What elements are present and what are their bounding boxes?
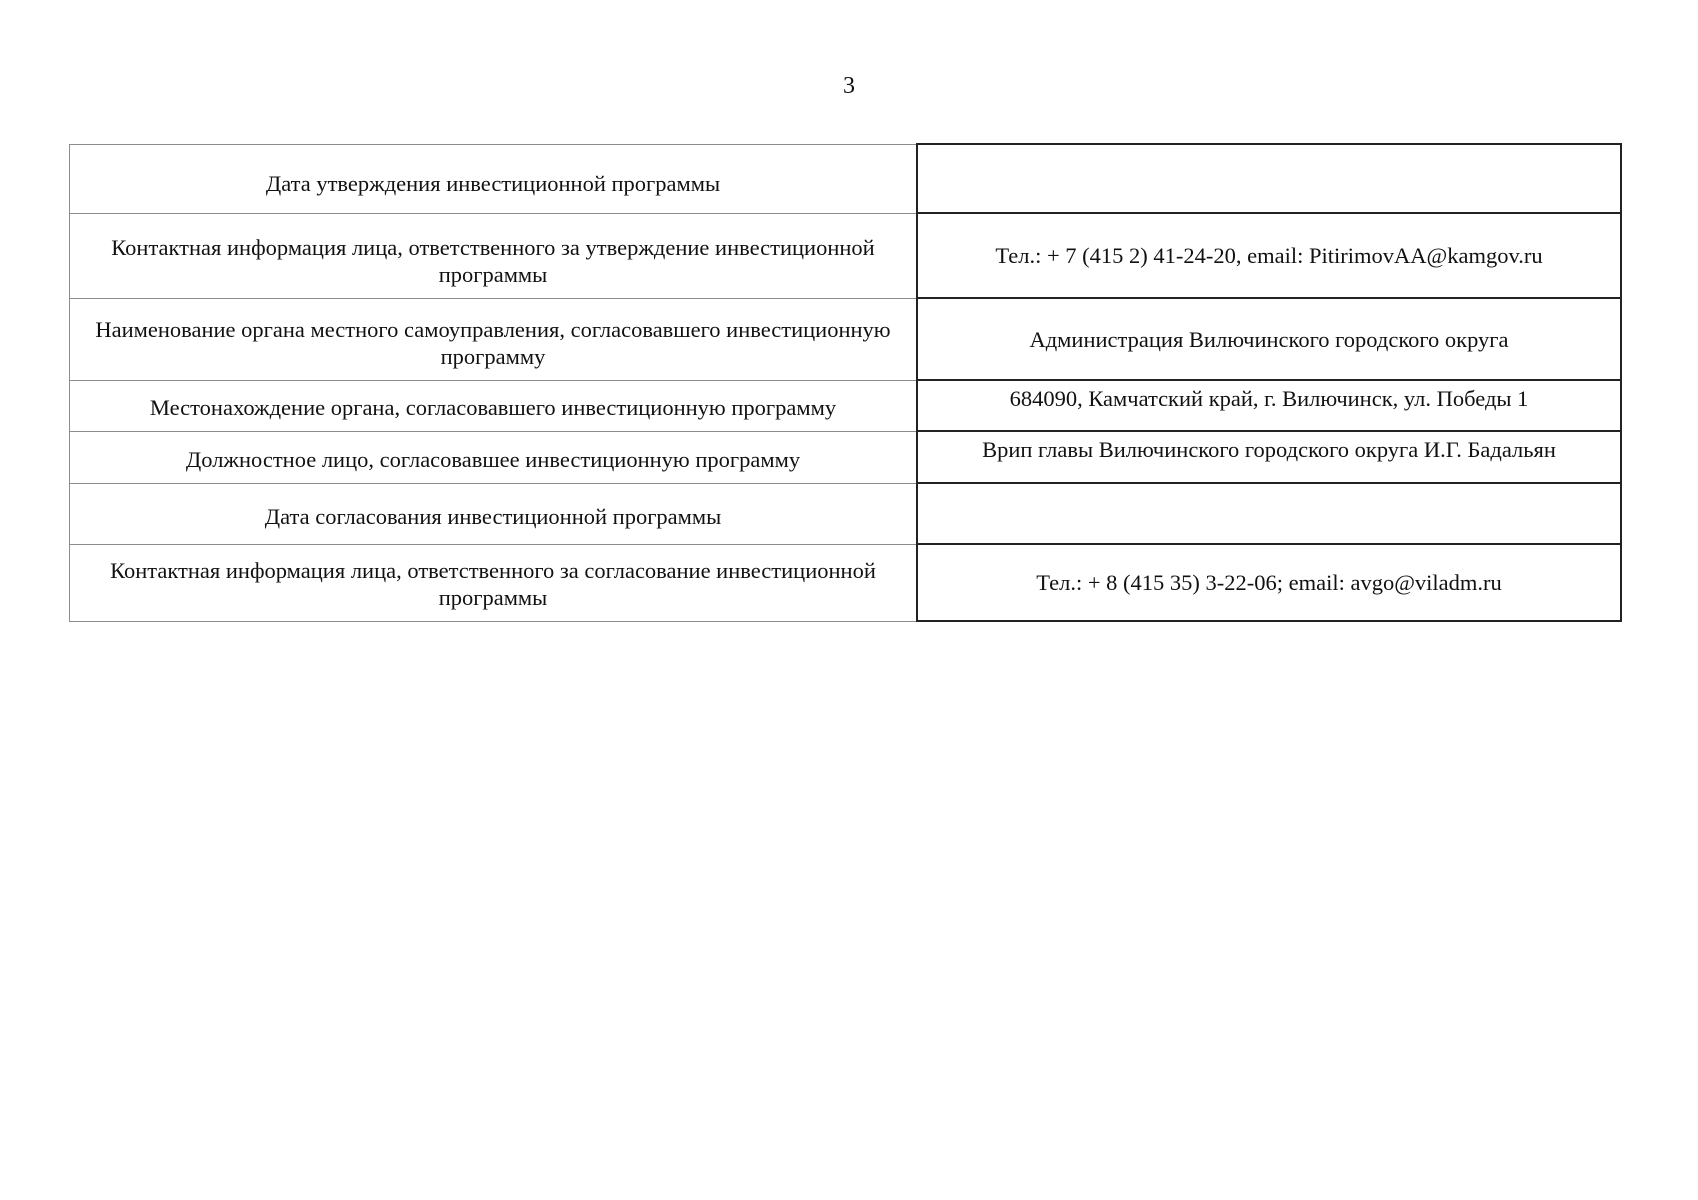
table-row [70,544,1622,621]
agreeing-official-label: Должностное лицо, согласовавшее инвестиционную программу [70,431,918,483]
agreer-contact-label: Контактная информация лица, ответственного за согласование инвестиционной программы [70,544,918,621]
table-row [70,213,1622,298]
table-row [70,483,1622,544]
approval-date-value [917,144,1621,213]
table-row [70,431,1622,483]
agreement-date-value [917,483,1621,544]
investment-program-info-table [69,143,1622,622]
page-number: 3 [843,73,855,99]
approver-contact-label: Контактная информация лица, ответственного за утверждение инвестиционной программы [70,213,918,298]
agreeing-body-location-value: 684090, Камчатский край, г. Вилючинск, ул. Победы 1 [917,380,1621,431]
agreer-contact-value: Тел.: + 8 (415 35) 3-22-06; email: avgo@viladm.ru [917,544,1621,621]
table-row [70,298,1622,380]
agreeing-body-name-value: Администрация Вилючинского городского округа [917,298,1621,380]
approver-contact-value: Тел.: + 7 (415 2) 41-24-20, email: PitirimovAA@kamgov.ru [917,213,1621,298]
agreeing-body-name-label: Наименование органа местного самоуправления, согласовавшего инвестиционную программу [70,298,918,380]
agreement-date-label: Дата согласования инвестиционной программы [70,483,918,544]
agreeing-body-location-label: Местонахождение органа, согласовавшего инвестиционную программу [70,380,918,431]
table-row [70,144,1622,213]
table-row [70,380,1622,431]
approval-date-label: Дата утверждения инвестиционной программы [70,144,918,213]
agreeing-official-value: Врип главы Вилючинского городского округа И.Г. Бадальян [917,431,1621,483]
